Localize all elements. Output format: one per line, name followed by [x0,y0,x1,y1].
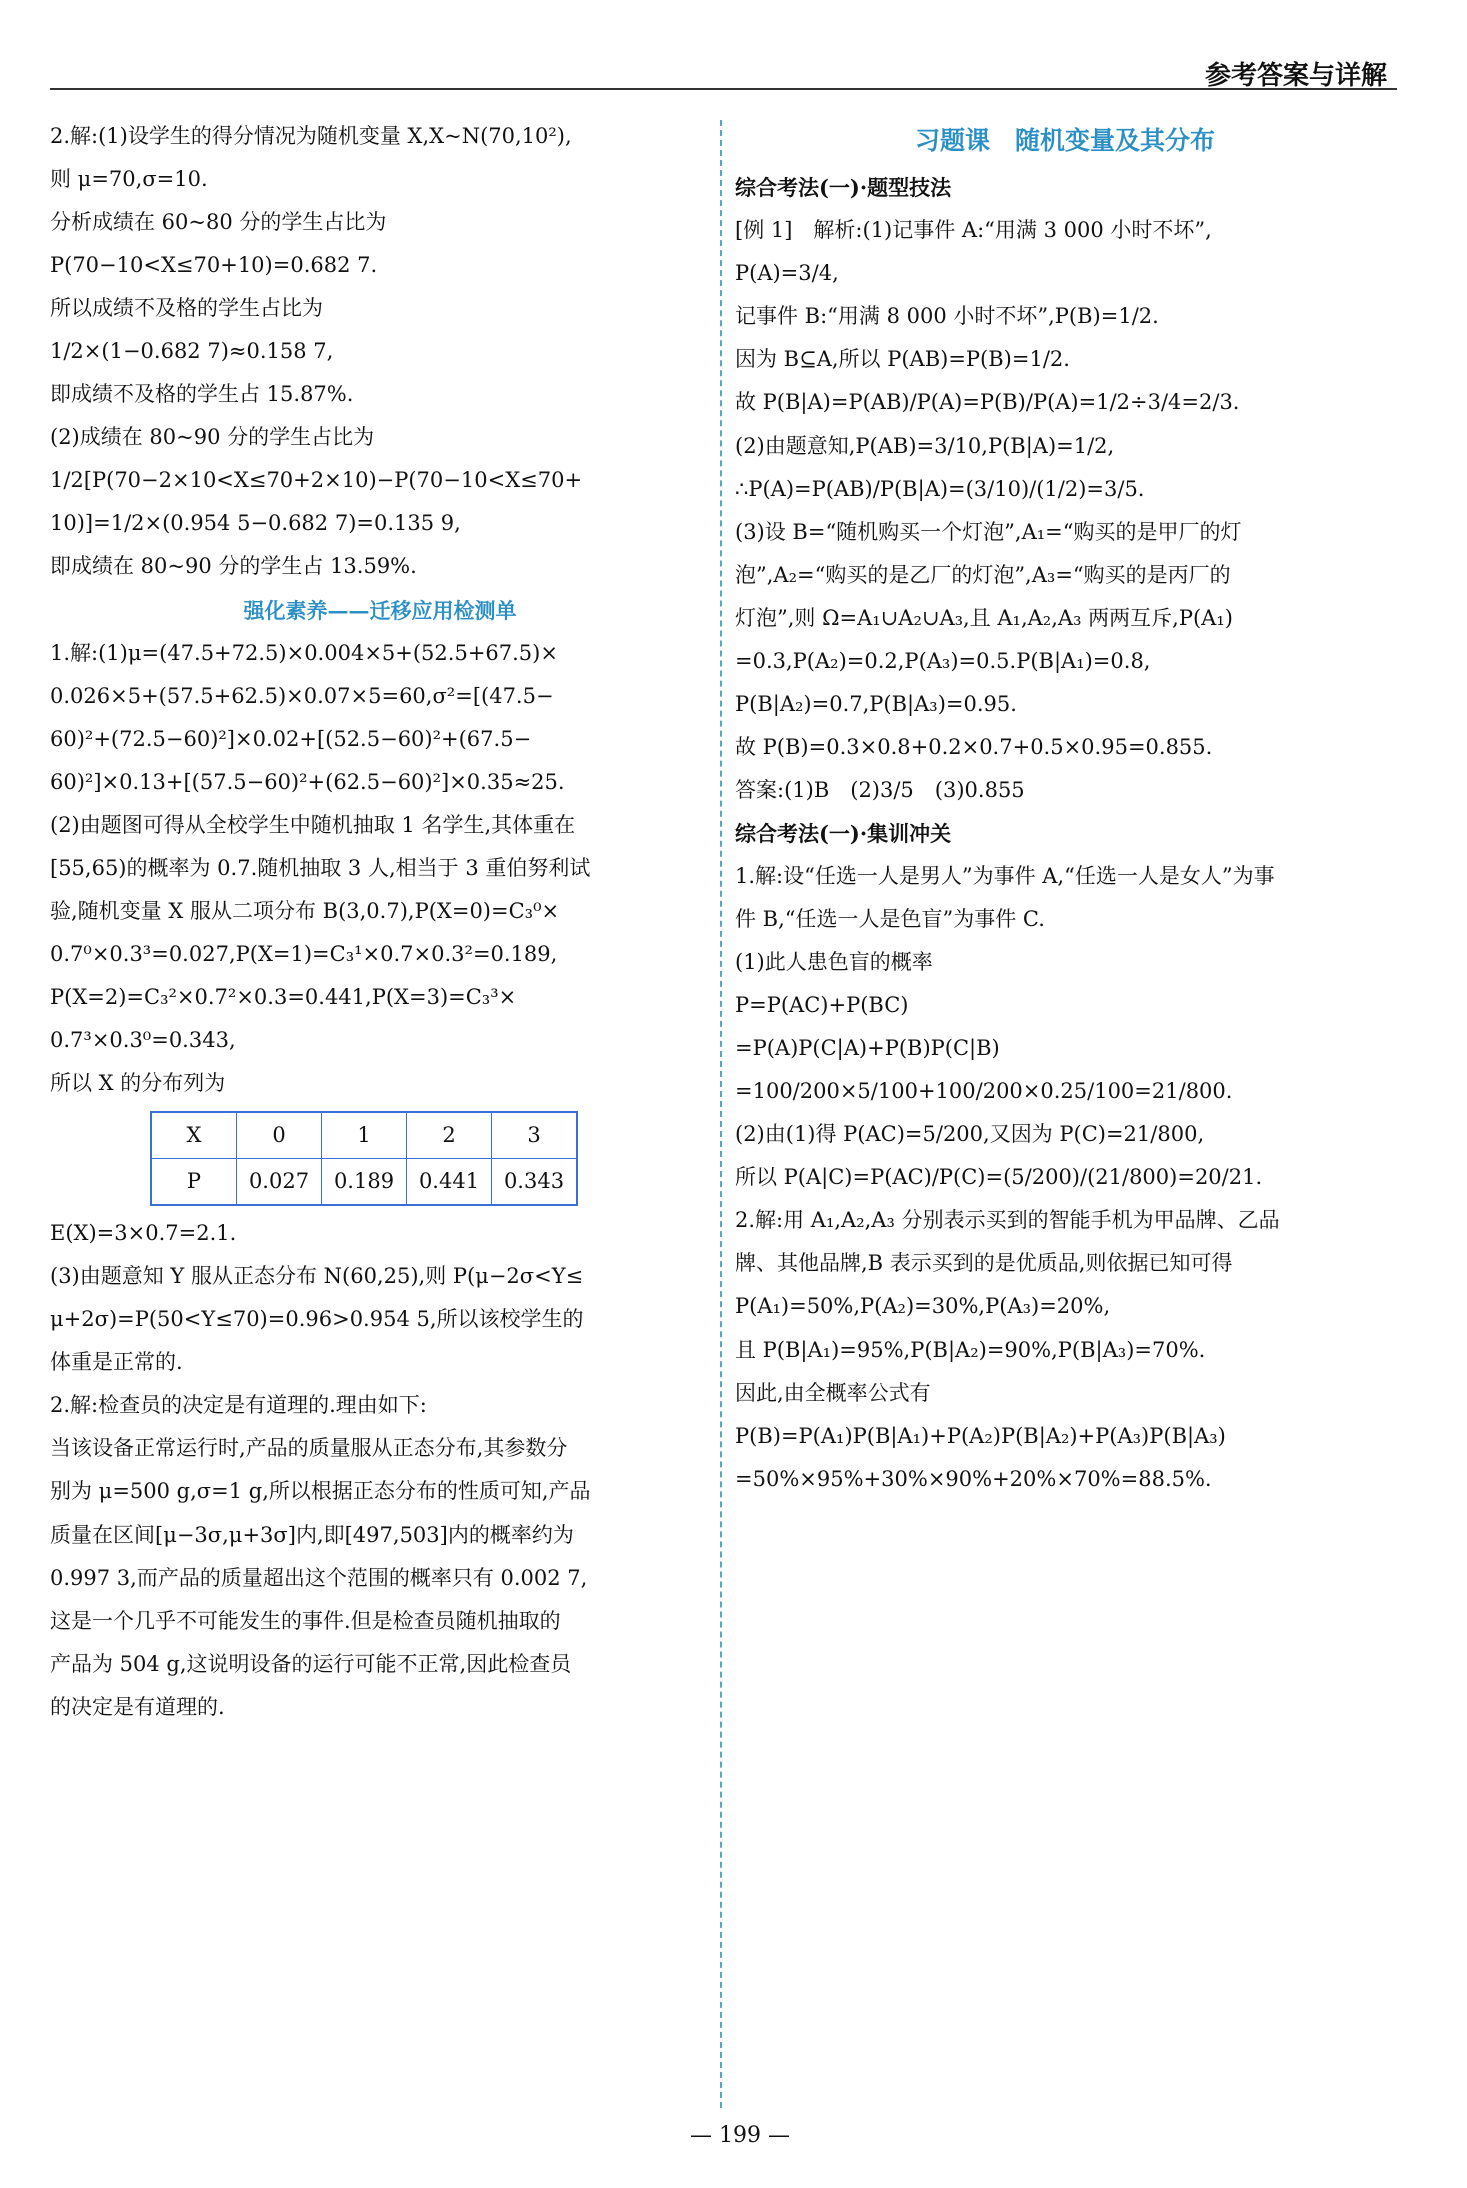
text-line: 所以 X 的分布列为 [50,1071,226,1096]
table-cell: 0 [237,1112,322,1159]
page-number: — 199 — [690,2123,790,2148]
table-cell: 0.027 [237,1159,322,1206]
text-line: P=P(AC)+P(BC) [735,993,909,1018]
text-line: 这是一个几乎不可能发生的事件.但是检查员随机抽取的 [50,1608,561,1633]
text-line: (3)由题意知 Y 服从正态分布 N(60,25),则 P(μ−2σ<Y≤ [50,1264,584,1289]
table-cell: 0.441 [407,1159,492,1206]
text-line: 2.解:用 A₁,A₂,A₃ 分别表示买到的智能手机为甲品牌、乙品 [735,1208,1280,1233]
header-rule [50,88,1397,90]
text-line: 所以 P(A|C)=P(AC)/P(C)=(5/200)/(21/800)=20/21. [735,1165,1263,1190]
lesson-title: 习题课 随机变量及其分布 [914,126,1215,155]
text-line: 则 μ=70,σ=10. [50,167,208,192]
table-cell: P [151,1159,237,1206]
text-line: 即成绩在 80~90 分的学生占 13.59%. [50,554,417,579]
table-cell: 2 [407,1112,492,1159]
text-line: P(X=2)=C₃²×0.7²×0.3=0.441,P(X=3)=C₃³× [50,984,517,1009]
text-line: 所以成绩不及格的学生占比为 [50,296,323,321]
text-line: [例 1] 解析:(1)记事件 A:“用满 3 000 小时不坏”, [735,218,1212,243]
table-cell: 1 [322,1112,407,1159]
distribution-table [150,1111,578,1206]
text-line: 60)²+(72.5−60)²]×0.02+[(52.5−60)²+(67.5− [50,726,532,751]
text-line: 0.7⁰×0.3³=0.027,P(X=1)=C₃¹×0.7×0.3²=0.189, [50,941,558,966]
text-line: P(70−10<X≤70+10)=0.682 7. [50,253,378,278]
text-line: 答案:(1)B (2)3/5 (3)0.855 [735,777,1025,802]
text-line: 灯泡”,则 Ω=A₁∪A₂∪A₃,且 A₁,A₂,A₃ 两两互斥,P(A₁) [735,605,1233,630]
text-line: (2)由题图可得从全校学生中随机抽取 1 名学生,其体重在 [50,812,576,837]
section-title: 强化素养——迁移应用检测单 [243,597,517,623]
table-cell: 0.343 [492,1159,578,1206]
text-line: (2)由题意知,P(AB)=3/10,P(B|A)=1/2, [735,433,1115,458]
text-line: 1.解:设“任选一人是男人”为事件 A,“任选一人是女人”为事 [735,864,1275,888]
text-line: 产品为 504 g,这说明设备的运行可能不正常,因此检查员 [50,1651,572,1676]
text-line: 2.解:(1)设学生的得分情况为随机变量 X,X~N(70,10²), [50,124,572,148]
column-divider [720,120,722,2108]
header: 参考答案与详解 [1204,61,1387,91]
text-line: 故 P(B|A)=P(AB)/P(A)=P(B)/P(A)=1/2÷3/4=2/3. [735,390,1240,415]
text-line: =100/200×5/100+100/200×0.25/100=21/800. [735,1079,1233,1104]
text-line: 件 B,“任选一人是色盲”为事件 C. [735,907,1045,932]
text-line: 泡”,A₂=“购买的是乙厂的灯泡”,A₃=“购买的是丙厂的 [735,562,1231,587]
text-line: 的决定是有道理的. [50,1694,225,1719]
table-cell: 0.189 [322,1159,407,1206]
text-line: (3)设 B=“随机购买一个灯泡”,A₁=“购买的是甲厂的灯 [735,519,1242,544]
text-line: =P(A)P(C|A)+P(B)P(C|B) [735,1036,1000,1061]
text-line: 2.解:检查员的决定是有道理的.理由如下: [50,1393,427,1418]
text-line: =0.3,P(A₂)=0.2,P(A₃)=0.5.P(B|A₁)=0.8, [735,648,1151,673]
text-line: μ+2σ)=P(50<Y≤70)=0.96>0.954 5,所以该校学生的 [50,1307,584,1332]
text-line: 因为 B⊆A,所以 P(AB)=P(B)=1/2. [735,347,1070,372]
text-line: 1.解:(1)μ=(47.5+72.5)×0.004×5+(52.5+67.5)× [50,640,558,665]
text-line: =50%×95%+30%×90%+20%×70%=88.5%. [735,1466,1212,1491]
text-line: 当该设备正常运行时,产品的质量服从正态分布,其参数分 [50,1436,568,1461]
text-line: 验,随机变量 X 服从二项分布 B(3,0.7),P(X=0)=C₃⁰× [50,898,560,923]
text-line: 0.997 3,而产品的质量超出这个范围的概率只有 0.002 7, [50,1565,588,1590]
text-line: ∴P(A)=P(AB)/P(B|A)=(3/10)/(1/2)=3/5. [735,476,1145,501]
left-column [50,115,710,1729]
text-line: P(B)=P(A₁)P(B|A₁)+P(A₂)P(B|A₂)+P(A₃)P(B|A₃) [735,1423,1226,1448]
text-line: 0.7³×0.3⁰=0.343, [50,1027,236,1052]
text-line: 分析成绩在 60~80 分的学生占比为 [50,210,387,235]
text-line: 因此,由全概率公式有 [735,1380,931,1405]
text-line: 1/2[P(70−2×10<X≤70+2×10)−P(70−10<X≤70+ [50,468,583,493]
text-line: 即成绩不及格的学生占 15.87%. [50,382,354,407]
text-line: P(A)=3/4, [735,261,839,286]
subheading: 综合考法(一)·集训冲关 [735,820,952,846]
text-line: E(X)=3×0.7=2.1. [50,1221,237,1246]
text-line: 0.026×5+(57.5+62.5)×0.07×5=60,σ²=[(47.5− [50,683,554,708]
text-line: 1/2×(1−0.682 7)≈0.158 7, [50,339,334,364]
text-line: (2)成绩在 80~90 分的学生占比为 [50,425,375,450]
text-line: 且 P(B|A₁)=95%,P(B|A₂)=90%,P(B|A₃)=70%. [735,1337,1206,1362]
table-cell: X [151,1112,237,1159]
text-line: 60)²]×0.13+[(57.5−60)²+(62.5−60)²]×0.35≈25. [50,769,565,794]
subheading: 综合考法(一)·题型技法 [735,175,952,201]
text-line: P(B|A₂)=0.7,P(B|A₃)=0.95. [735,691,1017,716]
text-line: 质量在区间[μ−3σ,μ+3σ]内,即[497,503]内的概率约为 [50,1522,574,1547]
right-column [735,115,1395,1501]
text-line: (2)由(1)得 P(AC)=5/200,又因为 P(C)=21/800, [735,1122,1205,1147]
text-line: (1)此人患色盲的概率 [735,950,933,975]
text-line: 记事件 B:“用满 8 000 小时不坏”,P(B)=1/2. [735,304,1159,329]
text-line: 故 P(B)=0.3×0.8+0.2×0.7+0.5×0.95=0.855. [735,734,1213,759]
text-line: 10)]=1/2×(0.954 5−0.682 7)=0.135 9, [50,511,461,536]
text-line: [55,65)的概率为 0.7.随机抽取 3 人,相当于 3 重伯努利试 [50,855,591,880]
text-line: 体重是正常的. [50,1350,183,1375]
text-line: 别为 μ=500 g,σ=1 g,所以根据正态分布的性质可知,产品 [50,1479,591,1504]
text-line: 牌、其他品牌,B 表示买到的是优质品,则依据已知可得 [735,1251,1233,1276]
table-cell: 3 [492,1112,578,1159]
text-line: P(A₁)=50%,P(A₂)=30%,P(A₃)=20%, [735,1294,1111,1319]
